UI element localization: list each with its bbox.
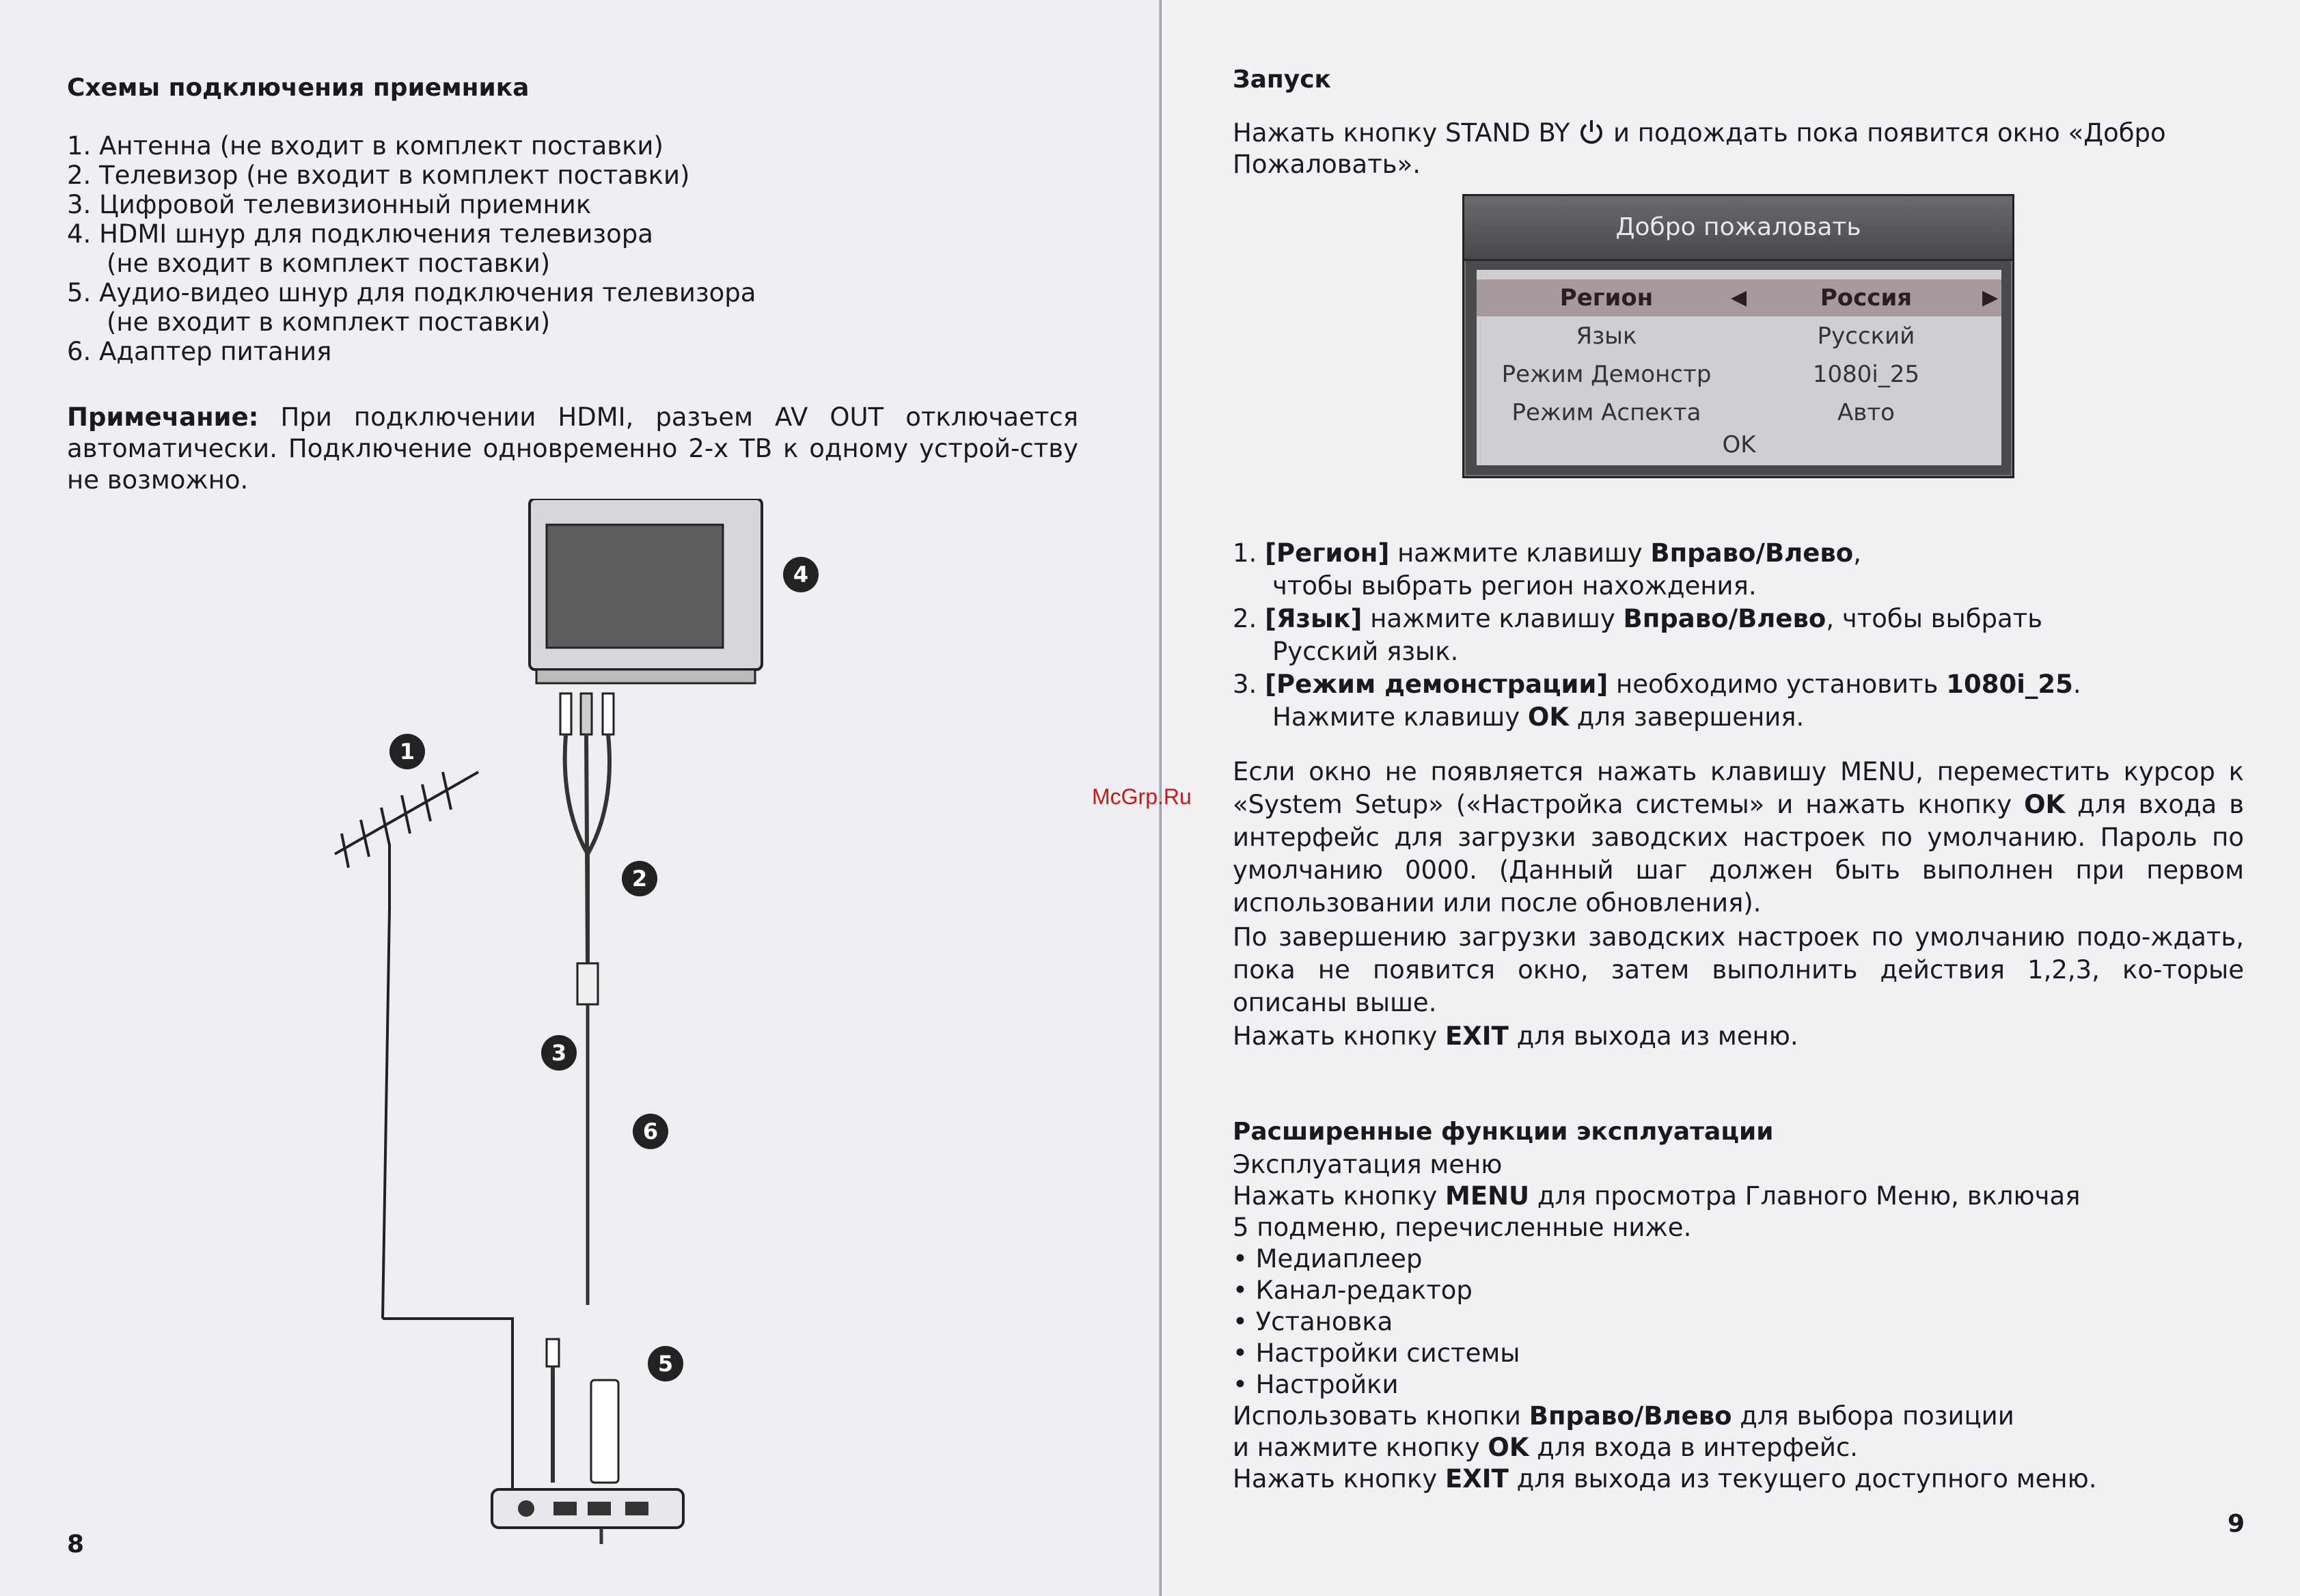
step-num: 3. [1233,670,1265,699]
bullet-item: • Настройки [1233,1370,1399,1399]
para-text: для просмотра Главного Меню, включая [1529,1181,2081,1211]
exit-paragraph [1233,1021,2244,1052]
list-item: 6. Адаптер питания [67,337,332,366]
callout-4: 4 [783,557,819,592]
row-key: Режим Аспекта [1511,399,1701,426]
hdmi-cable [547,1339,559,1483]
step-key: OK [1527,702,1570,732]
step-key: Вправо/Влево [1650,538,1854,568]
use-line-2 [1233,1432,2244,1463]
step-text: нажмите клавишу [1362,604,1624,633]
para-text: для выхода из меню. [1508,1021,1798,1051]
right-page [1162,0,2300,1596]
list-item: 2. Телевизор (не входит в комплект поставки) [67,161,690,190]
step-text: для завершения. [1569,702,1805,732]
usb-stick-illustration [591,1380,618,1483]
exit-line [1233,1463,2244,1495]
callout-3: 3 [541,1035,577,1071]
bullet-item: • Установка [1233,1307,1393,1336]
step-2-cont: Русский язык. [1272,637,1459,666]
para-key: EXIT [1445,1021,1509,1051]
para-text: Нажать кнопку [1233,1181,1445,1211]
step-3 [1233,668,2244,701]
bullet-item: • Медиаплеер [1233,1244,1423,1274]
steps-block [1233,537,2244,734]
note-label: Примечание: [67,402,259,432]
antenna-illustration [335,772,512,1510]
step-text: , чтобы выбрать [1826,604,2043,633]
para-key: OK [1488,1433,1529,1462]
note-text: При подключении HDMI, разъем AV OUT отключается автоматически. Подключение одновременно 2-х ТВ к одному устрой-ству не возможно. [67,402,1078,495]
dialog-row-aspect[interactable] [1477,394,2001,431]
watermark: McGrp.Ru [1092,784,1192,809]
row-value: Русский [1817,322,1915,350]
step-key: [Режим демонстрации] [1265,670,1608,699]
para-text: для входа в интерфейс. [1529,1433,1859,1462]
intro-text-b: и подождать пока появится окно «Добро Пожаловать». [1233,118,2166,179]
receiver-illustration [492,1489,683,1528]
step-1 [1233,537,2244,570]
dialog-row-display-mode[interactable] [1477,356,2001,393]
intro-paragraph [1233,118,2244,180]
step-text: нажмите клавишу [1389,538,1651,568]
step-key: [Регион] [1265,538,1390,568]
dialog-title: Добро пожаловать [1464,196,2012,261]
list-item: (не входит в комплект поставки) [107,249,551,278]
bullet-item: • Канал-редактор [1233,1276,1473,1305]
intro-text-a: Нажать кнопку STAND BY [1233,118,1570,148]
row-key: Регион [1559,284,1654,312]
advanced-heading: Расширенные функции эксплуатации [1233,1118,1774,1146]
power-icon [1578,118,1605,146]
advanced-sub: Эксплуатация меню [1233,1150,1503,1179]
setup-paragraph [1233,756,2244,920]
page-number-left: 8 [67,1530,85,1558]
row-key: Язык [1576,322,1637,350]
step-2 [1233,603,2244,635]
advanced-menu-line [1233,1181,2244,1212]
tv-illustration [530,499,762,683]
left-heading: Схемы подключения приемника [67,74,530,102]
list-item: 3. Цифровой телевизионный приемник [67,190,592,219]
step-num: 2. [1233,604,1265,633]
para-text: для выбора позиции [1731,1401,2014,1431]
row-value: 1080i_25 [1812,361,1920,388]
av-cable [560,693,614,1305]
para-key: Вправо/Влево [1529,1401,1732,1431]
para-key: MENU [1445,1181,1530,1211]
step-text: Нажмите клавишу [1272,702,1528,732]
step-key: [Язык] [1265,604,1363,633]
note-paragraph [67,402,1078,496]
para-text: Использовать кнопки [1233,1401,1529,1431]
step-3-cont [1233,701,2244,734]
welcome-dialog [1462,194,2014,478]
arrow-right-icon[interactable]: ▶ [1982,286,1999,309]
step-text: , [1853,538,1861,568]
para-text: и нажмите кнопку [1233,1433,1488,1462]
dialog-body [1477,270,2001,465]
para-text: Нажать кнопку [1233,1464,1445,1494]
para-text: для выхода из текущего доступного меню. [1508,1464,2097,1494]
list-item: 1. Антенна (не входит в комплект поставки) [67,131,663,161]
connection-diagram [287,499,793,1544]
para-text: Нажать кнопку [1233,1021,1445,1051]
arrow-left-icon[interactable]: ◀ [1731,286,1747,309]
para-key: OK [2024,790,2066,819]
list-item: 5. Аудио-видео шнур для подключения телевизора [67,278,756,307]
step-1-cont: чтобы выбрать регион нахождения. [1272,571,1757,601]
callout-1: 1 [389,734,425,769]
step-key: Вправо/Влево [1623,604,1826,633]
page-number-right: 9 [2228,1510,2245,1538]
step-key: 1080i_25 [1946,670,2073,699]
reload-paragraph: По завершению загрузки заводских настроек по умолчанию подо-ждать, пока не появится окно, затем выполнить действия 1,2,3, ко-торые описаны выше. [1233,922,2244,1017]
use-line-1 [1233,1401,2244,1432]
para-text: для входа в интерфейс для загрузки заводских настроек по умолчанию. Пароль по умолчанию 0000. (Данный шаг должен быть выполнен при первом использовании или после обновления). [1233,790,2244,918]
dialog-row-language[interactable] [1477,318,2001,355]
row-value: Россия [1820,284,1913,312]
step-num: 1. [1233,538,1265,568]
para-key: EXIT [1445,1464,1509,1494]
para-text: Если окно не появляется нажать клавишу MENU, переместить курсор к «System Setup» («Настройка системы» и нажать кнопку [1233,757,2244,819]
row-key: Режим Демонстр [1501,361,1712,388]
step-text: . [2072,670,2081,699]
callout-6: 6 [633,1114,668,1149]
dialog-row-region[interactable] [1477,279,2001,316]
right-heading: Запуск [1233,66,1331,94]
power-adapter-illustration [601,1528,656,1544]
list-item: 4. HDMI шнур для подключения телевизора [67,219,653,249]
callout-5: 5 [648,1346,683,1381]
list-item: (не входит в комплект поставки) [107,307,551,337]
bullet-item: • Настройки системы [1233,1338,1520,1368]
advanced-submenu-line: 5 подменю, перечисленные ниже. [1233,1213,1692,1242]
component-list [67,131,756,366]
dialog-ok-button[interactable]: OK [1722,431,1756,458]
step-text: необходимо установить [1608,670,1947,699]
advanced-body [1233,1149,2244,1495]
callout-2: 2 [622,861,657,896]
row-value: Авто [1837,399,1895,426]
